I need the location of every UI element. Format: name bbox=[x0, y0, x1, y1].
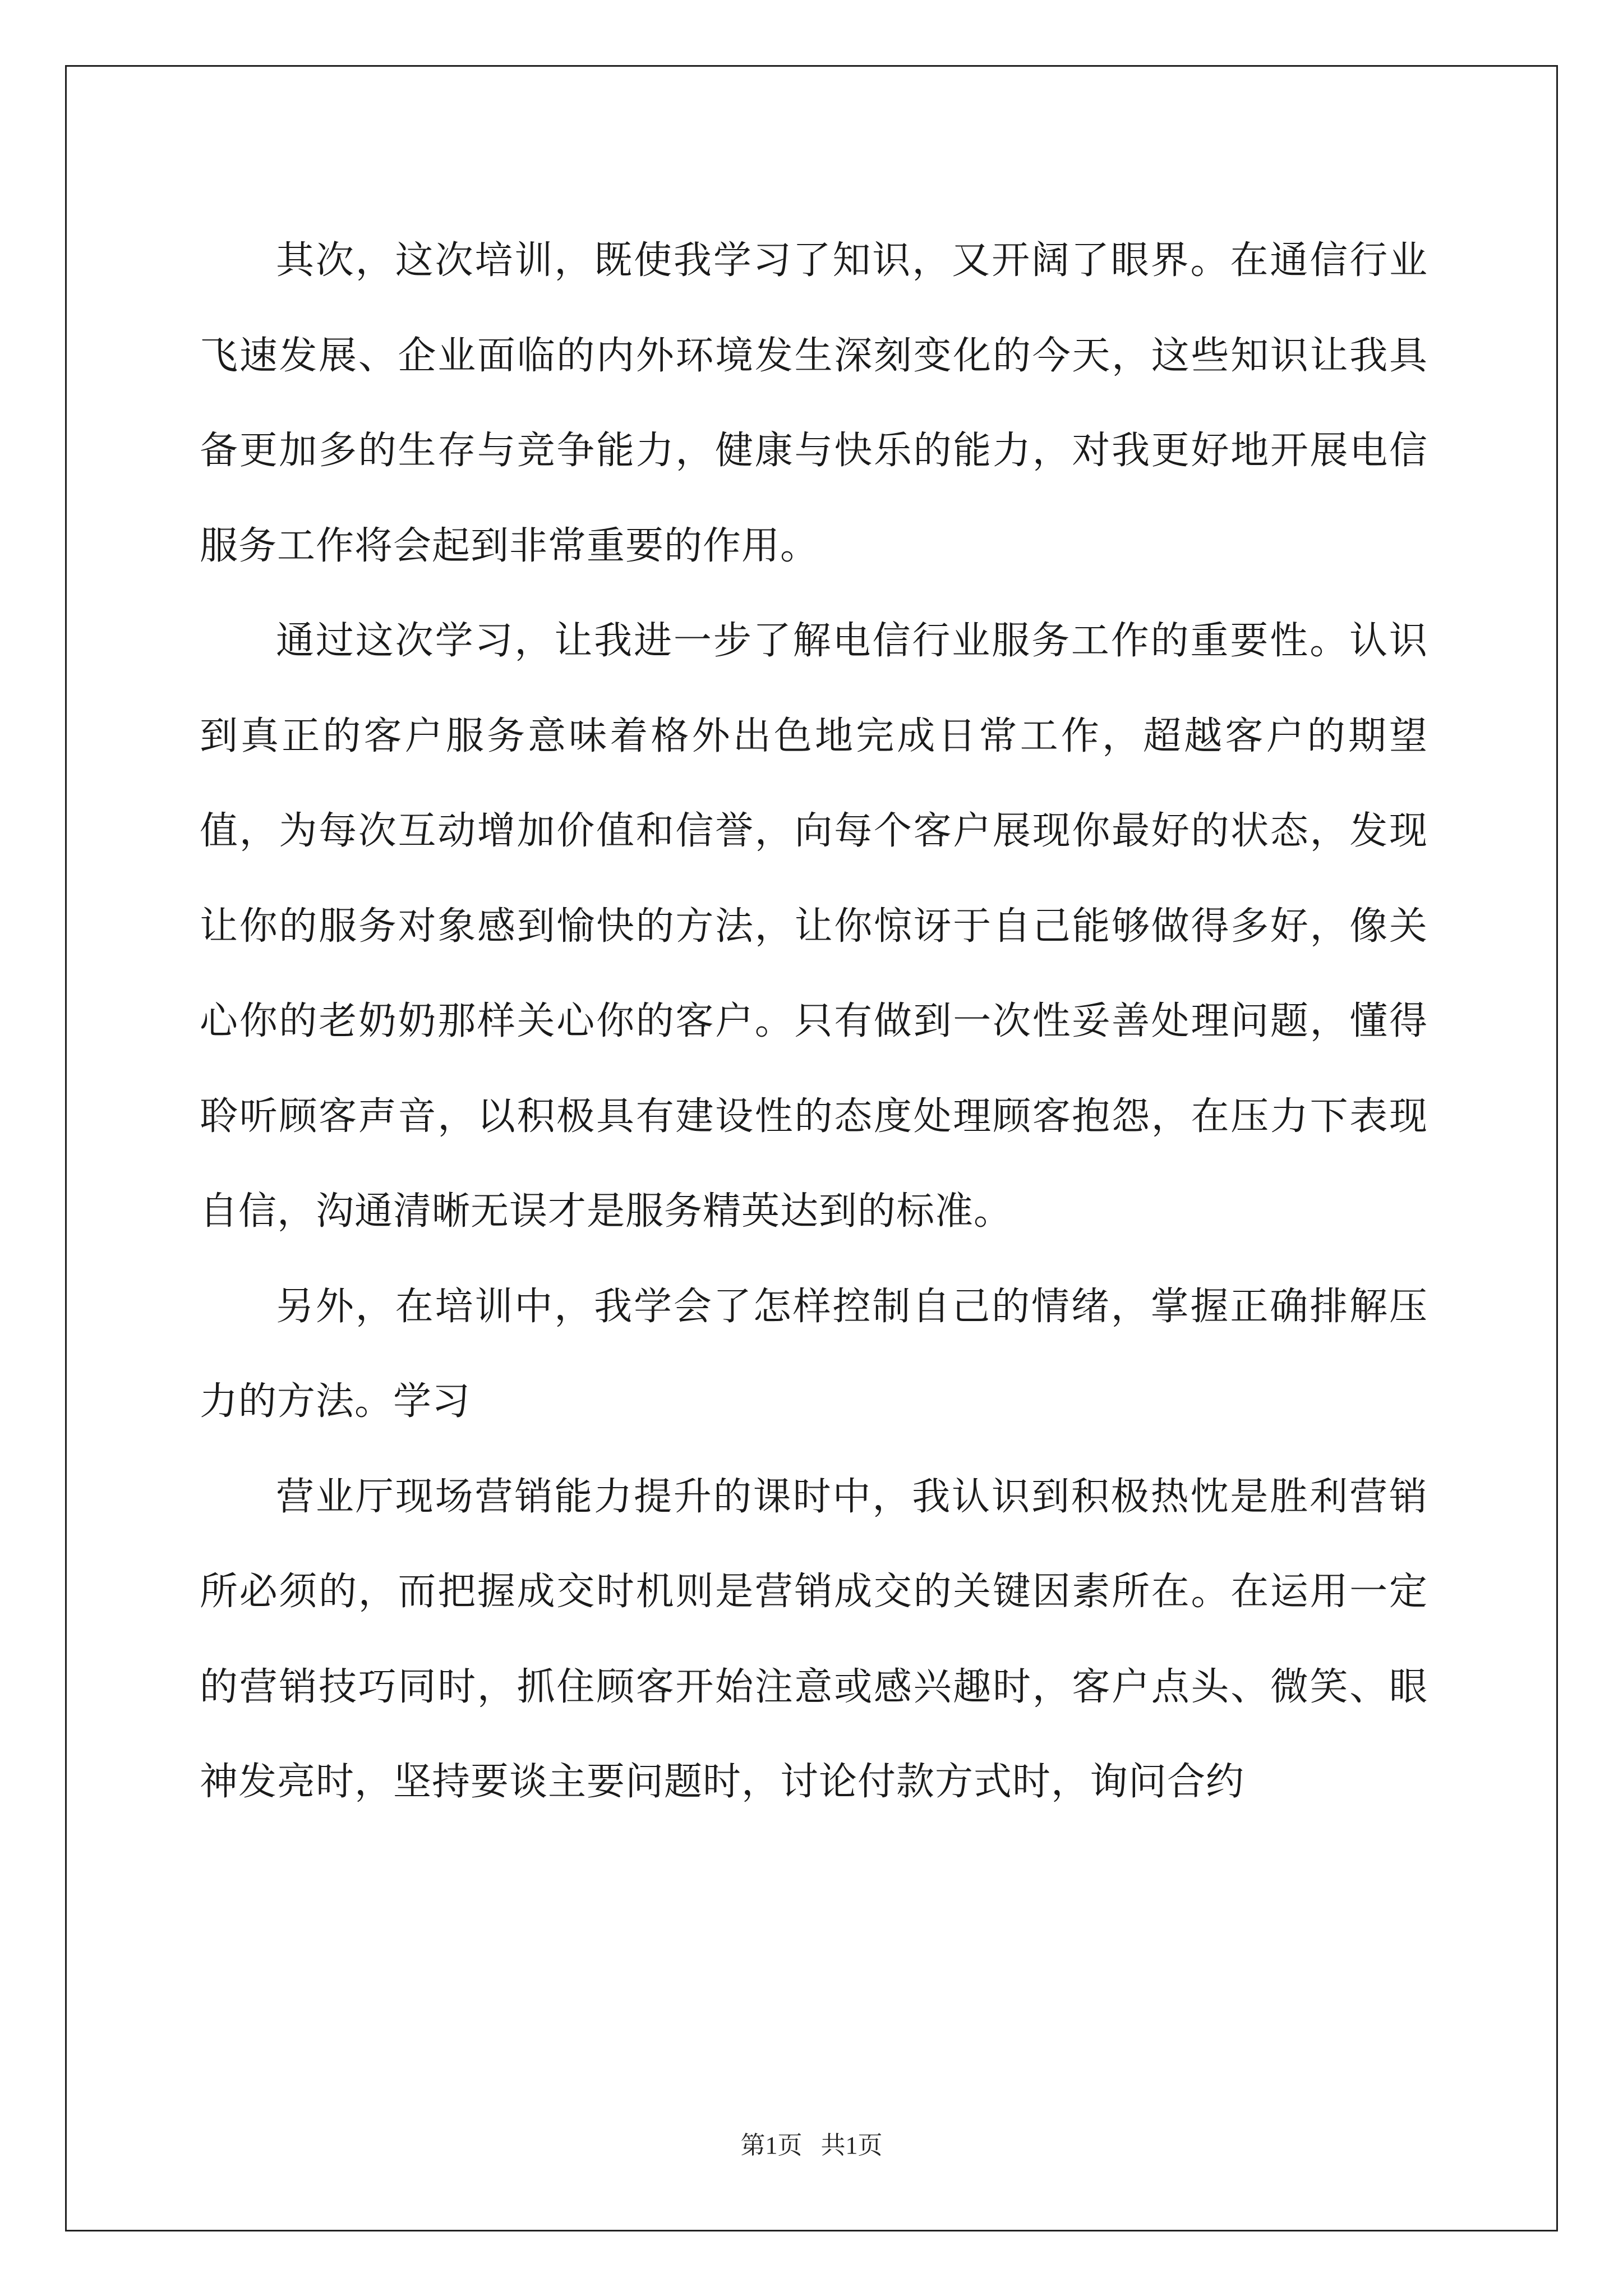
paragraph-3: 另外，在培训中，我学会了怎样控制自己的情绪，掌握正确排解压力的方法。学习 bbox=[200, 1284, 1428, 1424]
paragraph-2: 通过这次学习，让我进一步了解电信行业服务工作的重要性。认识到真正的客户服务意味着格外出色地完成日常工作，超越客户的期望值，为每次互动增加价值和信誉，向每个客户展现你最好的状态，发现让你的服务对象感到愉快的方法，让你惊讶于自己能够做得多好，像关心你的老奶奶那样关心你的客户。只有做到一次性妥善处理问题，懂得聆听顾客声音，以积极具有建设性的态度处理顾客抱怨，在压力下表现自信，沟通清晰无误才是服务精英达到的标准。 bbox=[200, 619, 1428, 1234]
page-total: 共1页 bbox=[820, 2132, 883, 2159]
paragraph-1: 其次，这次培训，既使我学习了知识，又开阔了眼界。在通信行业飞速发展、企业面临的内外环境发生深刻变化的今天，这些知识让我具备更加多的生存与竞争能力，健康与快乐的能力，对我更好地开展电信服务工作将会起到非常重要的作用。 bbox=[200, 238, 1428, 568]
page-number: 第1页 bbox=[740, 2132, 803, 2159]
document-body bbox=[200, 213, 1428, 1830]
paragraph-4: 营业厅现场营销能力提升的课时中，我认识到积极热忱是胜利营销所必须的，而把握成交时机则是营销成交的关键因素所在。在运用一定的营销技巧同时，抓住顾客开始注意或感兴趣时，客户点头、微笑、眼神发亮时，坚持要谈主要问题时，讨论付款方式时，询问合约 bbox=[200, 1474, 1428, 1804]
page-footer bbox=[0, 2129, 1623, 2162]
